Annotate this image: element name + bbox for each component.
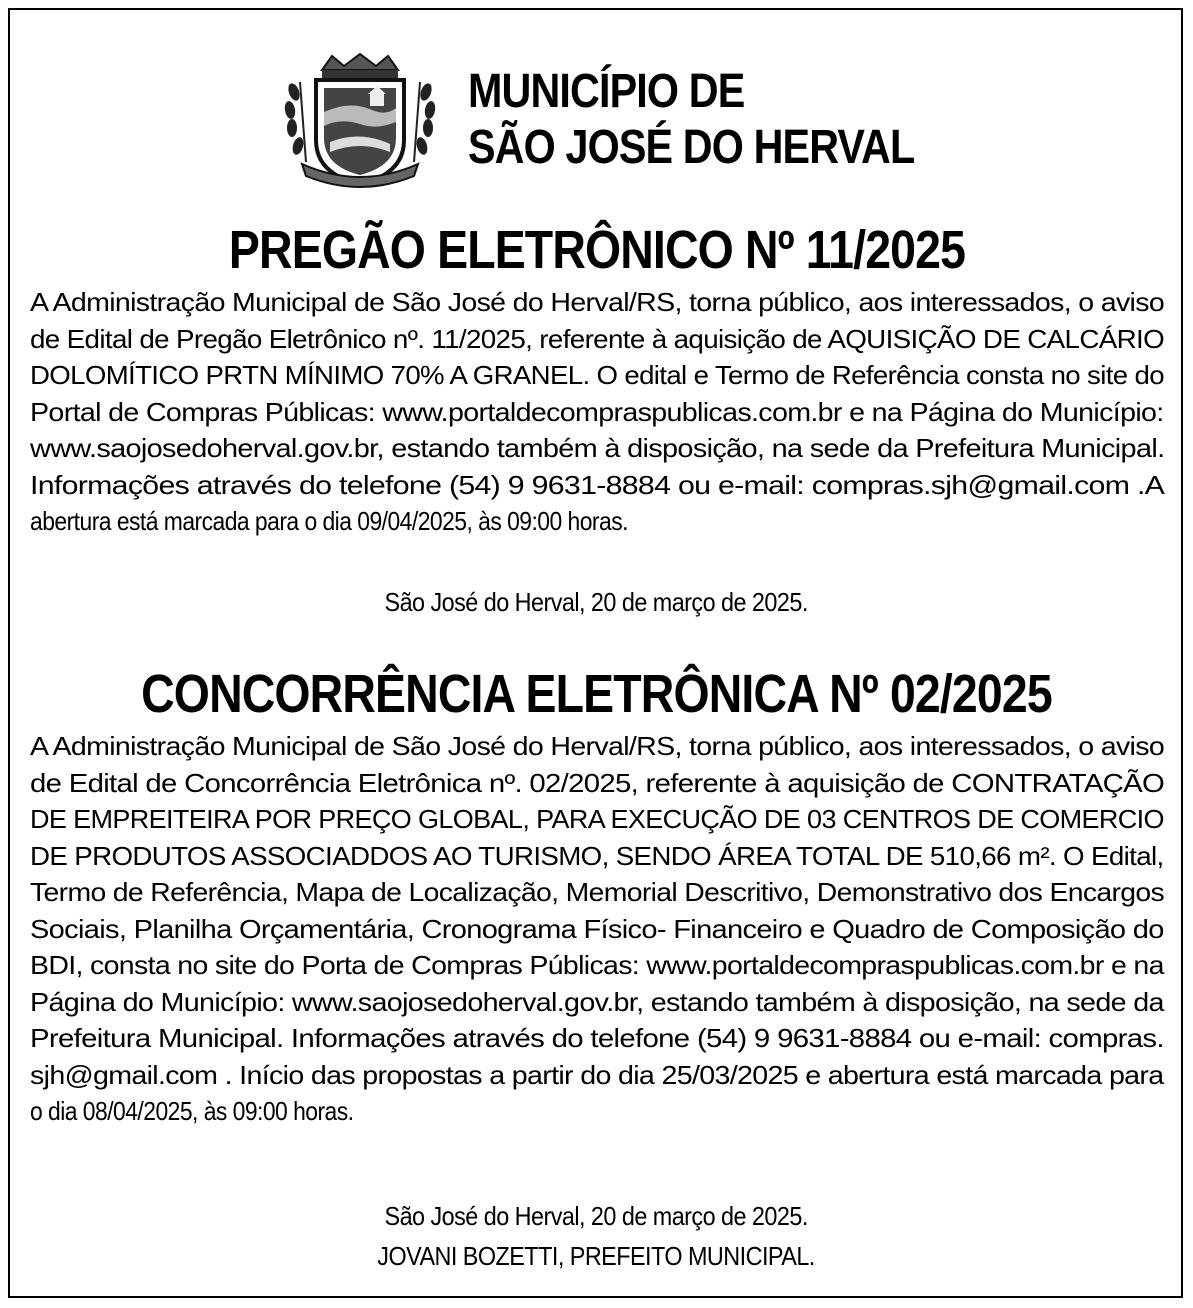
document-header: [280, 52, 920, 192]
notice2-line: Prefeitura Municipal. Informações através do telefone (54) 9 9631-8884 ou e-mail: compras.: [30, 1023, 1164, 1053]
notice2-line: DE PRODUTOS ASSOCIADDOS AO TURISMO, SENDO ÁREA TOTAL DE 510,66 m². O Edital,: [30, 840, 1164, 871]
notice1-line: Portal de Compras Públicas: www.portaldecompraspublicas.com.br e na Página do Município:: [30, 396, 1164, 427]
notice1-body: [30, 284, 1164, 540]
municipality-name: [468, 64, 914, 176]
notice1-line: abertura está marcada para o dia 09/04/2025, às 09:00 horas.: [30, 506, 628, 536]
signature: JOVANI BOZETTI, PREFEITO MUNICIPAL.: [377, 1241, 816, 1271]
notice2-line: o dia 08/04/2025, às 09:00 horas.: [30, 1096, 354, 1126]
municipal-coat-of-arms-icon: [280, 52, 440, 192]
notice2-line: BDI, consta no site do Porta de Compras Públicas: www.portaldecompraspublicas.com.br e na: [30, 950, 1164, 980]
municipality-name-line1: MUNICÍPIO DE: [468, 65, 745, 118]
notice2-line: de Edital de Concorrência Eletrônica nº. 02/2025, referente à aquisição de CONTRATAÇÃO: [30, 767, 1165, 798]
notice2-line: Termo de Referência, Mapa de Localização, Memorial Descritivo, Demonstrativo dos Encargos: [30, 877, 1165, 907]
notice2-line: Sociais, Planilha Orçamentária, Cronograma Físico- Financeiro e Quadro de Composição do: [30, 913, 1164, 944]
notice2-title: CONCORRÊNCIA ELETRÔNICA Nº 02/2025: [141, 664, 1052, 724]
municipality-name-line2: SÃO JOSÉ DO HERVAL: [468, 121, 915, 174]
notice2-line: sjh@gmail.com . Início das propostas a partir do dia 25/03/2025 e abertura está marcada para: [30, 1059, 1164, 1090]
notice2-line: Página do Município: www.saojosedoherval.gov.br, estando também à disposição, na sede da: [30, 986, 1164, 1017]
notice2-date: São José do Herval, 20 de março de 2025.: [384, 1201, 809, 1231]
notice2-line: A Administração Municipal de São José do Herval/RS, torna público, aos interessados, o aviso: [30, 731, 1165, 761]
notice1-line: de Edital de Pregão Eletrônico nº. 11/2025, referente à aquisição de AQUISIÇÃO DE CALCÁRIO: [30, 323, 1165, 354]
notice1-line: Informações através do telefone (54) 9 9631-8884 ou e-mail: compras.sjh@gmail.com .A: [30, 469, 1165, 500]
notice1-line: A Administração Municipal de São José do Herval/RS, torna público, aos interessados, o aviso: [30, 287, 1165, 317]
notice1-line: DOLOMÍTICO PRTN MÍNIMO 70% A GRANEL. O edital e Termo de Referência consta no site do: [30, 360, 1164, 390]
notice1-line: www.saojosedoherval.gov.br, estando também à disposição, na sede da Prefeitura Municipal.: [30, 433, 1165, 463]
notice2-body: [30, 728, 1164, 1130]
notice1-title: PREGÃO ELETRÔNICO Nº 11/2025: [228, 220, 965, 280]
notice2-line: DE EMPREITEIRA POR PREÇO GLOBAL, PARA EXECUÇÃO DE 03 CENTROS DE COMERCIO: [30, 804, 1164, 834]
notice1-date: São José do Herval, 20 de março de 2025.: [384, 587, 809, 617]
